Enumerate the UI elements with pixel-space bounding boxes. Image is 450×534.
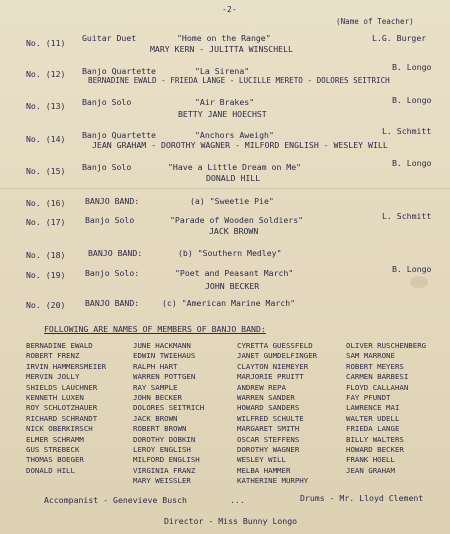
paper-stain <box>410 276 428 288</box>
entry-number: No. (20) <box>26 300 66 310</box>
member-name: ROY SCHLOTZHAUER <box>26 403 98 413</box>
entry-type: BANJO BAND: <box>85 196 140 206</box>
member-name: FAY PFUNDT <box>346 393 391 403</box>
entry-number: No. (19) <box>26 270 66 280</box>
member-name: LAWRENCE MAI <box>346 403 400 413</box>
entry-type: BANJO BAND: <box>85 298 140 308</box>
teacher-column-heading: (Name of Teacher) <box>336 17 414 26</box>
member-name: MERVIN JOLLY <box>26 372 80 382</box>
member-name: EDWIN TWIEHAUS <box>133 351 196 361</box>
entry-performers: JACK BROWN <box>209 226 259 236</box>
entry-number: No. (13) <box>26 101 66 111</box>
entry-number: No. (16) <box>26 198 66 208</box>
member-name: BILLY WALTERS <box>346 434 404 444</box>
entry-type: Banjo Quartette <box>82 66 156 76</box>
member-name: WARREN POTTGEN <box>133 372 196 382</box>
member-name: LEROY ENGLISH <box>133 445 191 455</box>
entry-title: "Poet and Peasant March" <box>175 268 294 278</box>
member-name: VIRGINIA FRANZ <box>133 465 196 475</box>
member-name: JANET GUMDELFINGER <box>237 351 318 361</box>
member-name: WILFRED SCHULTE <box>237 413 304 423</box>
accompanist-line: Accompanist - Genevieve Busch <box>44 495 187 505</box>
entry-type: Banjo Quartette <box>82 130 156 140</box>
members-column-2 <box>133 341 204 487</box>
member-name: SAM MARRONE <box>346 351 395 361</box>
entry-title: "La Sirena" <box>195 66 250 76</box>
members-column-3 <box>237 341 317 487</box>
member-name: JACK BROWN <box>133 413 178 423</box>
paper-fold-line <box>0 188 450 189</box>
member-name: KENNETH LUXEN <box>26 393 84 403</box>
member-name: DOROTHY DOBKIN <box>133 434 196 444</box>
entry-number: No. (12) <box>26 69 66 79</box>
member-name: IRVIN HAMMERSMEIER <box>26 361 107 371</box>
member-name: GUS STREBECK <box>26 445 80 455</box>
entry-type: Banjo Solo <box>85 215 135 225</box>
member-name: FRIEDA LANGE <box>346 424 400 434</box>
entry-type: Banjo Solo <box>82 162 132 172</box>
entry-type: Banjo Solo <box>82 97 132 107</box>
member-name: DOLORES SEITRICH <box>133 403 205 413</box>
member-name: ROBERT MEYERS <box>346 361 404 371</box>
member-name: FRANK HOELL <box>346 455 395 465</box>
member-name: ROBERT FRENZ <box>26 351 80 361</box>
member-name: SHIELDS LAUCHNER <box>26 382 98 392</box>
member-name: HOWARD BECKER <box>346 445 404 455</box>
members-column-1 <box>26 341 106 476</box>
member-name: OSCAR STEFFENS <box>237 434 300 444</box>
entry-number: No. (17) <box>26 217 66 227</box>
entry-performers: BETTY JANE HOECHST <box>178 109 267 119</box>
entry-title: "Air Brakes" <box>195 97 255 107</box>
entry-type: Banjo Solo: <box>85 268 140 278</box>
entry-performers: DONALD HILL <box>206 173 261 183</box>
member-name: CLAYTON NIEMEYER <box>237 361 309 371</box>
member-name: OLIVER RUSCHENBERG <box>346 341 427 350</box>
entry-performers: BERNADINE EWALD - FRIEDA LANGE - LUCILLE MERETO - DOLORES SEITRICH <box>88 76 390 85</box>
entry-title: (b) "Southern Medley" <box>178 248 282 258</box>
member-name: JOHN BECKER <box>133 393 182 403</box>
entry-title: (a) "Sweetie Pie" <box>190 196 274 206</box>
entry-number: No. (15) <box>26 166 66 176</box>
member-name: NICK OBERKIRSCH <box>26 424 93 434</box>
entry-performers: MARY KERN - JULITTA WINSCHELL <box>150 44 293 54</box>
drums-line: Drums - Mr. Lloyd Clement <box>300 493 424 503</box>
member-name: RALPH HART <box>133 361 178 371</box>
member-name: CARMEN BARBESI <box>346 372 409 382</box>
member-name: THOMAS BOEGER <box>26 455 84 465</box>
entry-teacher: B. Longo <box>392 158 432 168</box>
member-name: BERNADINE EWALD <box>26 341 93 350</box>
entry-title: "Have a Little Dream on Me" <box>168 162 302 172</box>
entry-title: "Parade of Wooden Soldiers" <box>170 215 304 225</box>
member-name: DONALD HILL <box>26 465 75 475</box>
member-name: ROBERT BROWN <box>133 424 187 434</box>
member-name: FLOYD CALLAHAN <box>346 382 409 392</box>
entry-performers: JOHN BECKER <box>205 281 260 291</box>
member-name: RAY SAMPLE <box>133 382 178 392</box>
entry-performers: JEAN GRAHAM - DOROTHY WAGNER - MILFORD ENGLISH - WESLEY WILL <box>92 140 388 150</box>
member-name: KATHERINE MURPHY <box>237 476 309 486</box>
member-name: JUNE HACKMANN <box>133 341 191 350</box>
entry-title: (c) "American Marine March" <box>162 298 296 308</box>
member-name: WALTER UDELL <box>346 413 400 423</box>
member-name: MARY WEISSLER <box>133 476 191 486</box>
separator-dots: ... <box>230 495 245 505</box>
members-heading: FOLLOWING ARE NAMES OF MEMBERS OF BANJO BAND: <box>44 324 266 334</box>
entry-teacher: B. Longo <box>392 95 432 105</box>
entry-title: "Home on the Range" <box>177 33 271 43</box>
entry-title: "Anchors Aweigh" <box>195 130 274 140</box>
member-name: ANDREW REPA <box>237 382 286 392</box>
director-line: Director - Miss Bunny Longo <box>164 516 298 526</box>
member-name: DOROTHY WAGNER <box>237 445 300 455</box>
member-name: RICHARD SCHRANDT <box>26 413 98 423</box>
member-name: CYRETTA GUESSFELD <box>237 341 313 350</box>
entry-type: BANJO BAND: <box>88 248 143 258</box>
entry-teacher: L.G. Burger <box>372 33 427 43</box>
member-name: MILFORD ENGLISH <box>133 455 200 465</box>
entry-teacher: B. Longo <box>392 62 432 72</box>
member-name: WARREN SANDER <box>237 393 295 403</box>
members-column-4 <box>346 341 426 476</box>
entry-number: No. (11) <box>26 38 66 48</box>
entry-teacher: L. Schmitt <box>382 211 432 221</box>
member-name: JEAN GRAHAM <box>346 465 395 475</box>
member-name: ELMER SCHRAMM <box>26 434 84 444</box>
page-number: -2- <box>222 4 237 14</box>
entry-type: Guitar Duet <box>82 33 137 43</box>
entry-number: No. (14) <box>26 134 66 144</box>
member-name: MARGARET SMITH <box>237 424 300 434</box>
member-name: MARJORIE PRUITT <box>237 372 304 382</box>
member-name: MELBA HAMMER <box>237 465 291 475</box>
entry-teacher: L. Schmitt <box>382 126 432 136</box>
member-name: WESLEY WILL <box>237 455 286 465</box>
entry-number: No. (18) <box>26 250 66 260</box>
entry-teacher: B. Longo <box>392 264 432 274</box>
member-name: HOWARD SANDERS <box>237 403 300 413</box>
